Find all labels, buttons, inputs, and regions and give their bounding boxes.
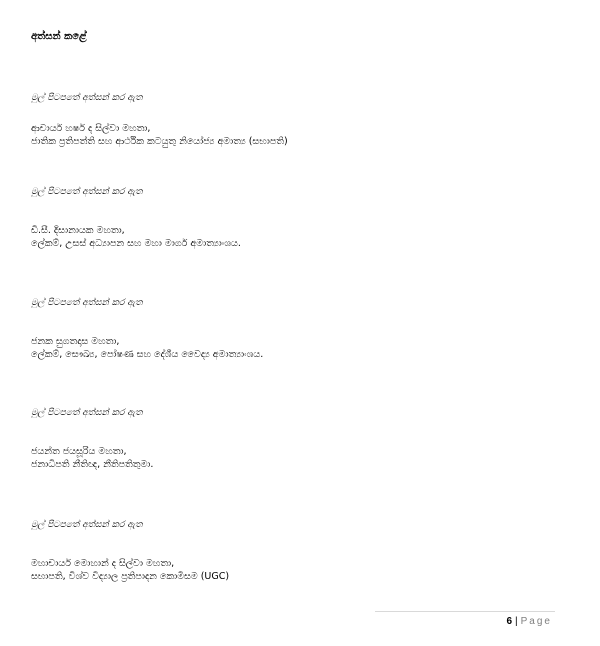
signatory-name: ජයන්ත ජයසූරිය මහතා, <box>31 446 127 457</box>
signed-note: මුල් පිටපතේ අත්සන් කර ඇත <box>31 93 143 103</box>
signed-note: මුල් පිටපතේ අත්සන් කර ඇත <box>31 187 143 197</box>
signed-note: මුල් පිටපතේ අත්සන් කර ඇත <box>31 298 143 308</box>
section-heading: අත්සන් කළේ <box>31 31 87 42</box>
signatory-name: ඩී.සී. දිසානායක මහතා, <box>31 225 125 236</box>
signatory-name: ආචාර්ය හර්ෂ ද සිල්වා මහතා, <box>31 123 151 134</box>
signatory-details <box>31 122 551 148</box>
signatory-details <box>31 445 551 471</box>
signatory-position: ජනාධිපති නීතිඥ, නීතිපතිතුමා. <box>31 459 154 470</box>
signatory-block <box>31 186 551 250</box>
signatory-block <box>31 407 551 471</box>
signatory-position: ජාතික ප්‍රතිපත්ති සහ ආර්ථික කටයුතු නියෝජ්‍ය අමාත්‍ය (සභාපති) <box>31 136 288 147</box>
signatory-details <box>31 557 551 583</box>
signed-note: මුල් පිටපතේ අත්සන් කර ඇත <box>31 408 143 418</box>
signatory-details <box>31 224 551 250</box>
signed-note: මුල් පිටපතේ අත්සන් කර ඇත <box>31 520 143 530</box>
signatory-position: සභාපති, විශ්ව විද්‍යාල ප්‍රතිපාදන කොමිසම (UGC) <box>31 571 230 582</box>
signatory-block <box>31 519 551 583</box>
page-footer <box>506 616 552 628</box>
signatory-name: ජනක සුගතදාස මහතා, <box>31 336 120 347</box>
signatory-position: ලේකම්, උසස් අධ්‍යාපන සහ මහා මාර්ග අමාත්‍යාංශය. <box>31 238 241 249</box>
footer-divider <box>375 611 555 612</box>
signatory-block <box>31 297 551 361</box>
signatory-name: මහාචාර්ය මොහාන් ද සිල්වා මහතා, <box>31 558 175 569</box>
signatory-block <box>31 92 551 148</box>
signatory-details <box>31 335 551 361</box>
page-number: 6 <box>506 616 513 627</box>
page-label: Page <box>520 616 552 627</box>
footer-separator: | <box>515 616 518 627</box>
signatory-position: ලේකම්, සෞඛ්‍ය, පෝෂණ සහ දේශීය වෛද්‍ය අමාත්‍යාංශය. <box>31 349 264 360</box>
